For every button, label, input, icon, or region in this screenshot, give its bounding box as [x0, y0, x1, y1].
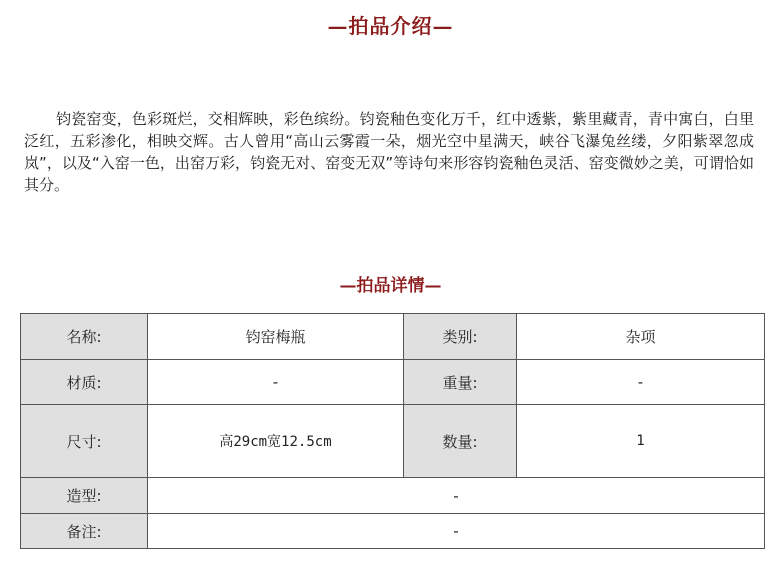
name-label: 名称: [21, 314, 148, 360]
weight-label: 重量: [404, 360, 517, 405]
category-label: 类别: [404, 314, 517, 360]
shape-label: 造型: [21, 478, 148, 514]
quantity-value: 1 [517, 405, 765, 478]
page-title: —拍品介绍— [327, 14, 454, 38]
category-value: 杂项 [517, 314, 765, 360]
weight-value: - [517, 360, 765, 405]
note-value: - [148, 514, 765, 549]
name-value: 钧窑梅瓶 [148, 314, 404, 360]
quantity-label: 数量: [404, 405, 517, 478]
intro-paragraph: 钧瓷窑变，色彩斑烂，交相辉映，彩色缤纷。钧瓷釉色变化万千，红中透紫，紫里藏青，青中寓白，白里泛红，五彩渗化，相映交辉。古人曾用“高山云雾霞一朵，烟光空中星满天，峡谷飞瀑兔丝缕，夕阳紫翠忽成岚”，以及“入窑一色，出窑万彩，钧瓷无对、窑变无双”等诗句来形容钧瓷釉色灵活、窑变微妙之美，可谓恰如其分。 [24, 110, 754, 194]
material-label: 材质: [21, 360, 148, 405]
details-subtitle: —拍品详情— [339, 276, 442, 296]
table-row [21, 360, 765, 405]
shape-value: - [148, 478, 765, 514]
table-row [21, 478, 765, 514]
size-value: 高29cm宽12.5cm [148, 405, 404, 478]
table-row [21, 314, 765, 360]
table-row [21, 514, 765, 549]
size-label: 尺寸: [21, 405, 148, 478]
material-value: - [148, 360, 404, 405]
table-row [21, 405, 765, 478]
details-table [20, 313, 765, 549]
note-label: 备注: [21, 514, 148, 549]
